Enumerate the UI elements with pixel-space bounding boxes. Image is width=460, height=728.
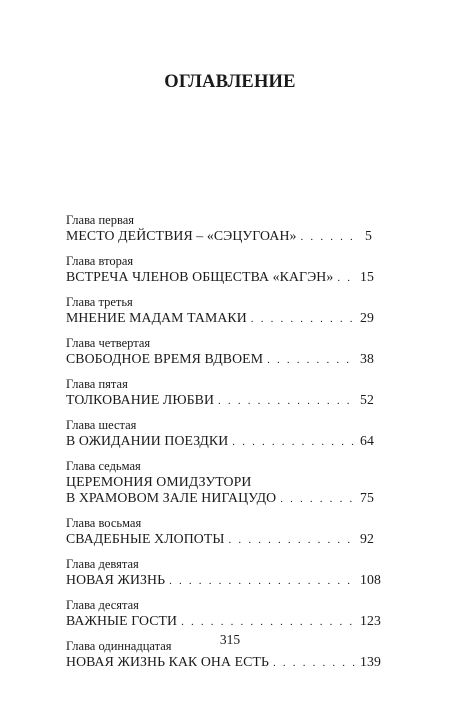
chapter-title-line: [66, 613, 381, 629]
chapter-page: 38: [360, 351, 374, 366]
chapter-title-line: [66, 433, 372, 449]
chapter-title-line: [66, 572, 381, 588]
chapter-label: Глава десятая: [66, 598, 139, 612]
chapter-title: ЦЕРЕМОНИЯ ОМИДЗУТОРИ: [66, 474, 252, 489]
dot-leader: [232, 434, 356, 450]
chapter-label: Глава восьмая: [66, 516, 142, 530]
dot-leader: [181, 614, 356, 630]
chapter-page: 123: [360, 613, 381, 628]
chapter-title: ВАЖНЫЕ ГОСТИ: [66, 613, 178, 628]
toc-entry[interactable]: [66, 253, 372, 285]
chapter-title-line: [66, 310, 372, 326]
chapter-label: Глава третья: [66, 295, 133, 309]
chapter-title: СВОБОДНОЕ ВРЕМЯ ВДВОЕМ: [66, 351, 264, 366]
toc-entry[interactable]: [66, 294, 372, 326]
chapter-title: ВСТРЕЧА ЧЛЕНОВ ОБЩЕСТВА «КАГЭН»: [66, 269, 334, 284]
dot-leader: [251, 311, 356, 327]
chapter-label: Глава девятая: [66, 557, 139, 571]
dot-leader: [301, 229, 356, 245]
toc-entry[interactable]: [66, 556, 381, 588]
chapter-label: Глава шестая: [66, 418, 137, 432]
chapter-title: В ОЖИДАНИИ ПОЕЗДКИ: [66, 433, 229, 448]
chapter-title: МЕСТО ДЕЙСТВИЯ – «СЭЦУГОАН»: [66, 228, 297, 243]
chapter-label: Глава вторая: [66, 254, 134, 268]
table-of-contents: [66, 212, 381, 679]
chapter-title: МНЕНИЕ МАДАМ ТАМАКИ: [66, 310, 247, 325]
dot-leader: [280, 491, 356, 507]
dot-leader: [273, 655, 356, 671]
toc-entry[interactable]: [66, 417, 372, 449]
chapter-title-line: [66, 490, 372, 506]
dot-leader: [337, 270, 356, 286]
page-title: ОГЛАВЛЕНИЕ: [164, 72, 296, 92]
dot-leader: [267, 352, 356, 368]
chapter-label: Глава первая: [66, 213, 135, 227]
chapter-page: 64: [360, 433, 374, 448]
chapter-page: 29: [360, 310, 374, 325]
chapter-title-line: [66, 392, 372, 408]
chapter-page: 15: [360, 269, 374, 284]
toc-entry[interactable]: [66, 212, 372, 244]
chapter-label: Глава седьмая: [66, 459, 141, 473]
chapter-title: ТОЛКОВАНИЕ ЛЮБВИ: [66, 392, 215, 407]
chapter-label: Глава пятая: [66, 377, 128, 391]
toc-entry[interactable]: [66, 458, 372, 506]
chapter-title-line: [66, 269, 372, 285]
chapter-label: Глава одиннадцатая: [66, 639, 172, 653]
toc-entry[interactable]: [66, 515, 372, 547]
chapter-title: СВАДЕБНЫЕ ХЛОПОТЫ: [66, 531, 225, 546]
chapter-page: 5: [365, 228, 372, 243]
chapter-page: 139: [360, 654, 381, 669]
chapter-title-line: [66, 351, 372, 367]
toc-entry[interactable]: [66, 597, 381, 629]
chapter-title: НОВАЯ ЖИЗНЬ: [66, 572, 166, 587]
chapter-title-line: [66, 474, 372, 490]
chapter-label: Глава четвертая: [66, 336, 151, 350]
chapter-page: 92: [360, 531, 374, 546]
chapter-title-line: [66, 654, 381, 670]
dot-leader: [218, 393, 356, 409]
chapter-page: 52: [360, 392, 374, 407]
page-number: 315: [219, 632, 241, 647]
dot-leader: [169, 573, 356, 589]
chapter-title: НОВАЯ ЖИЗНЬ КАК ОНА ЕСТЬ: [66, 654, 269, 669]
dot-leader: [229, 532, 356, 548]
chapter-page: 108: [360, 572, 381, 587]
chapter-page: 75: [360, 490, 374, 505]
toc-entry[interactable]: [66, 335, 372, 367]
chapter-title-line: [66, 531, 372, 547]
chapter-title-continued: В ХРАМОВОМ ЗАЛЕ НИГАЦУДО: [66, 490, 277, 505]
chapter-title-line: [66, 228, 372, 244]
toc-entry[interactable]: [66, 376, 372, 408]
